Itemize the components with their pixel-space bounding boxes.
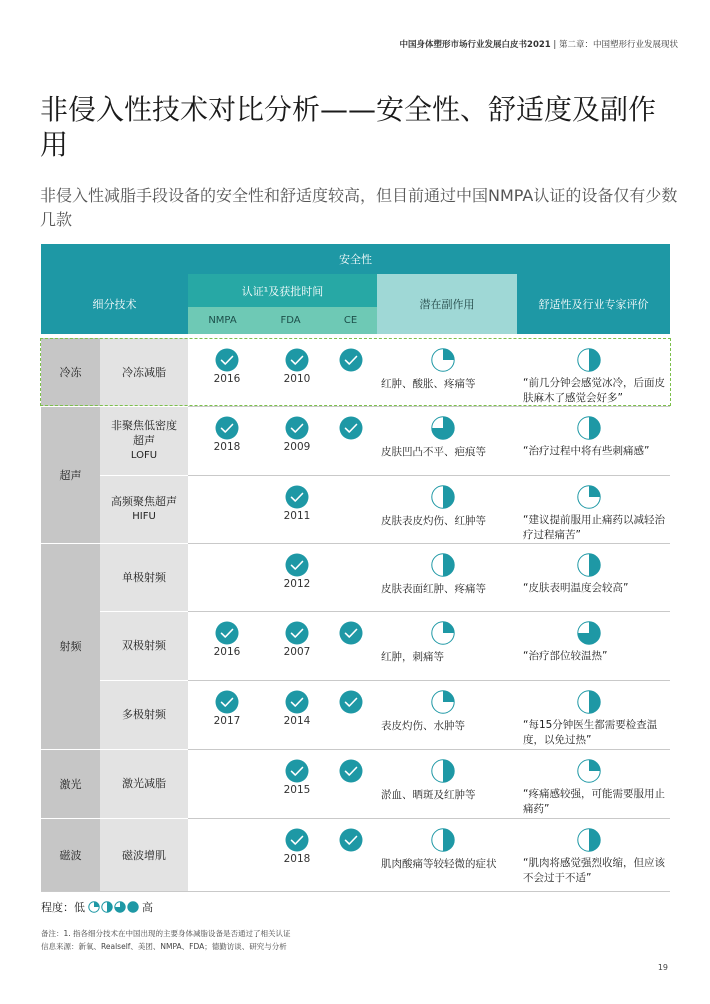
ce-check-icon <box>339 828 363 852</box>
fda-check-icon <box>285 828 309 852</box>
legend-icons <box>88 901 139 913</box>
header-side-effects: 潜在副作用 <box>377 274 517 334</box>
nmpa-check-icon <box>215 621 239 645</box>
fda-approval-year: 2009 <box>283 441 311 453</box>
tech-name: 单极射频 <box>122 570 166 584</box>
legend-level-icon <box>88 901 100 913</box>
fda-check-icon-wrap <box>285 690 309 714</box>
side-effect-meter <box>431 690 455 714</box>
side-effect-level-icon <box>431 553 455 577</box>
tech-cell <box>100 749 188 818</box>
cat-divider <box>41 749 188 750</box>
comfort-meter <box>577 416 601 440</box>
cat-divider <box>41 543 188 544</box>
tech-cell <box>100 818 188 892</box>
nmpa-approval-year: 2017 <box>213 715 241 727</box>
legend-low-label: 程度：低 <box>41 901 85 914</box>
fda-check-icon <box>285 759 309 783</box>
side-effects-text: 皮肤凹凸不平、疤痕等 <box>381 446 486 458</box>
header-fda: FDA <box>257 307 324 334</box>
category-cell: 射频 <box>41 543 100 749</box>
tech-cell <box>100 680 188 749</box>
category-cell: 激光 <box>41 749 100 818</box>
tech-cell <box>100 406 188 475</box>
comfort-level-icon <box>577 485 601 509</box>
side-effect-level-icon <box>431 690 455 714</box>
nmpa-check-icon <box>215 416 239 440</box>
header-segment: 细分技术 <box>41 274 188 334</box>
tech-name: 多极射频 <box>122 708 166 721</box>
nmpa-check-icon-wrap <box>215 348 239 372</box>
tech-name: 激光减脂 <box>122 777 166 790</box>
side-effect-meter <box>431 348 455 372</box>
tech-cell <box>100 338 188 406</box>
legend-high-label: 高 <box>142 901 153 914</box>
ce-check-icon <box>339 621 363 645</box>
side-effects-text: 皮肤表皮灼伤、红肿等 <box>381 515 486 527</box>
fda-check-icon <box>285 485 309 509</box>
nmpa-check-icon <box>215 690 239 714</box>
ce-check-icon <box>339 759 363 783</box>
fda-check-icon-wrap <box>285 759 309 783</box>
header-comfort: 舒适性及行业专家评价 <box>517 274 670 334</box>
side-effect-level-icon <box>431 759 455 783</box>
cat-divider <box>41 818 188 819</box>
fda-check-icon-wrap <box>285 621 309 645</box>
table-bottom-rule <box>41 891 670 892</box>
tech-cell <box>100 611 188 680</box>
legend <box>41 899 153 915</box>
side-effect-meter <box>431 553 455 577</box>
footnote-note: 备注：1. 指各细分技术在中国出现的主要身体减脂设备是否通过了相关认证 <box>41 929 291 938</box>
header-ce: CE <box>324 307 377 334</box>
ce-check-icon <box>339 416 363 440</box>
page-number: 19 <box>657 963 668 972</box>
fda-check-icon-wrap <box>285 485 309 509</box>
cat-divider <box>41 406 188 407</box>
side-effect-level-icon <box>431 828 455 852</box>
category-cell: 超声 <box>41 406 100 543</box>
comfort-meter <box>577 759 601 783</box>
fda-check-icon-wrap <box>285 416 309 440</box>
footnote-source: 信息来源：新氧、Realself、美团、NMPA、FDA；德勤访谈、研究与分析 <box>41 942 287 951</box>
comfort-level-icon <box>577 690 601 714</box>
comparison-table <box>41 244 670 892</box>
nmpa-check-icon <box>215 348 239 372</box>
sub-divider <box>100 680 188 681</box>
page-subtitle: 非侵入性减脂手段设备的安全性和舒适度较高，但目前通过中国NMPA认证的设备仅有少数几款 <box>40 186 678 229</box>
comfort-meter <box>577 553 601 577</box>
tech-name: 高频聚焦超声 <box>111 495 177 508</box>
ce-check-icon-wrap <box>339 690 363 714</box>
row-divider <box>188 611 670 612</box>
tech-abbrev: LOFU <box>130 450 158 461</box>
fda-check-icon <box>285 348 309 372</box>
comfort-level-icon <box>577 621 601 645</box>
side-effect-level-icon <box>431 416 455 440</box>
tech-name: 磁波增肌 <box>122 848 166 862</box>
tech-name: 双极射频 <box>122 639 166 652</box>
side-effects-text: 淤血、晒斑及红肿等 <box>381 789 476 801</box>
nmpa-check-icon-wrap <box>215 690 239 714</box>
legend-level-icon <box>101 901 113 913</box>
header-nmpa: NMPA <box>188 307 257 334</box>
expert-comment: “每15分钟医生都需要检查温度，以免过热” <box>523 719 658 746</box>
expert-comment: “建议提前服用止痛药以减轻治疗过程痛苦” <box>523 514 665 541</box>
fda-approval-year: 2012 <box>283 578 311 590</box>
nmpa-approval-year: 2018 <box>213 441 241 453</box>
fda-check-icon <box>285 621 309 645</box>
ce-check-icon-wrap <box>339 348 363 372</box>
chapter-name: | 第二章：中国塑形行业发展现状 <box>553 40 678 50</box>
side-effect-meter <box>431 621 455 645</box>
tech-cell <box>100 543 188 611</box>
fda-approval-year: 2015 <box>283 784 311 796</box>
side-effects-text: 红肿，刺痛等 <box>381 651 444 663</box>
category-cell: 冷冻 <box>41 338 100 406</box>
side-effect-level-icon <box>431 621 455 645</box>
row-divider <box>188 818 670 819</box>
expert-comment: “疼痛感较强，可能需要服用止痛药” <box>523 788 665 815</box>
side-effect-meter <box>431 416 455 440</box>
footnotes <box>41 927 291 953</box>
tech-name: 非聚焦低密度超声 <box>111 419 177 447</box>
comfort-meter <box>577 485 601 509</box>
fda-approval-year: 2007 <box>283 646 311 658</box>
row-divider <box>188 749 670 750</box>
legend-level-icon <box>127 901 139 913</box>
page-title: 非侵入性技术对比分析——安全性、舒适度及副作用 <box>40 93 657 161</box>
legend-level-icon <box>114 901 126 913</box>
ce-check-icon <box>339 690 363 714</box>
ce-check-icon <box>339 348 363 372</box>
side-effects-text: 表皮灼伤、水肿等 <box>381 720 465 732</box>
side-effect-meter <box>431 828 455 852</box>
side-effect-meter <box>431 485 455 509</box>
report-name: 中国身体塑形市场行业发展白皮书2021 <box>399 40 551 50</box>
tech-name: 冷冻减脂 <box>122 365 166 379</box>
comfort-level-icon <box>577 553 601 577</box>
comfort-level-icon <box>577 759 601 783</box>
fda-check-icon <box>285 416 309 440</box>
fda-check-icon-wrap <box>285 348 309 372</box>
expert-comment: “治疗部位较温热” <box>523 650 608 662</box>
comfort-meter <box>577 828 601 852</box>
nmpa-check-icon-wrap <box>215 416 239 440</box>
expert-comment: “肌肉将感觉强烈收缩，但应该不会过于不适” <box>523 857 665 884</box>
header-cert: 认证¹及获批时间 <box>188 274 377 307</box>
side-effect-level-icon <box>431 485 455 509</box>
comfort-meter <box>577 621 601 645</box>
fda-approval-year: 2011 <box>283 510 311 522</box>
sub-divider <box>100 475 188 476</box>
row-divider <box>188 406 670 407</box>
category-cell: 磁波 <box>41 818 100 892</box>
fda-check-icon <box>285 690 309 714</box>
nmpa-approval-year: 2016 <box>213 373 241 385</box>
expert-comment: “前几分钟会感觉冰冷，后面皮肤麻木了感觉会好多” <box>523 377 665 404</box>
ce-check-icon-wrap <box>339 759 363 783</box>
comfort-level-icon <box>577 416 601 440</box>
expert-comment: “治疗过程中将有些刺痛感” <box>523 445 650 457</box>
expert-comment: “皮肤表明温度会较高” <box>523 582 629 594</box>
row-divider <box>188 680 670 681</box>
ce-check-icon-wrap <box>339 828 363 852</box>
fda-approval-year: 2014 <box>283 715 311 727</box>
comfort-level-icon <box>577 348 601 372</box>
header-safety: 安全性 <box>339 253 372 266</box>
side-effects-text: 肌肉酸痛等较轻微的症状 <box>381 858 497 870</box>
row-divider <box>188 543 670 544</box>
side-effect-meter <box>431 759 455 783</box>
fda-check-icon-wrap <box>285 828 309 852</box>
fda-check-icon-wrap <box>285 553 309 577</box>
side-effects-text: 红肿、酸胀、疼痛等 <box>381 378 476 390</box>
tech-cell <box>100 475 188 543</box>
tech-abbrev: HIFU <box>132 511 156 522</box>
fda-check-icon <box>285 553 309 577</box>
sub-divider <box>100 611 188 612</box>
side-effects-text: 皮肤表面红肿、疼痛等 <box>381 583 486 595</box>
comfort-level-icon <box>577 828 601 852</box>
fda-approval-year: 2010 <box>283 373 311 385</box>
running-header <box>400 38 678 50</box>
comfort-meter <box>577 690 601 714</box>
comfort-meter <box>577 348 601 372</box>
ce-check-icon-wrap <box>339 416 363 440</box>
fda-approval-year: 2018 <box>283 853 311 865</box>
ce-check-icon-wrap <box>339 621 363 645</box>
side-effect-level-icon <box>431 348 455 372</box>
row-divider <box>188 475 670 476</box>
nmpa-check-icon-wrap <box>215 621 239 645</box>
nmpa-approval-year: 2016 <box>213 646 241 658</box>
